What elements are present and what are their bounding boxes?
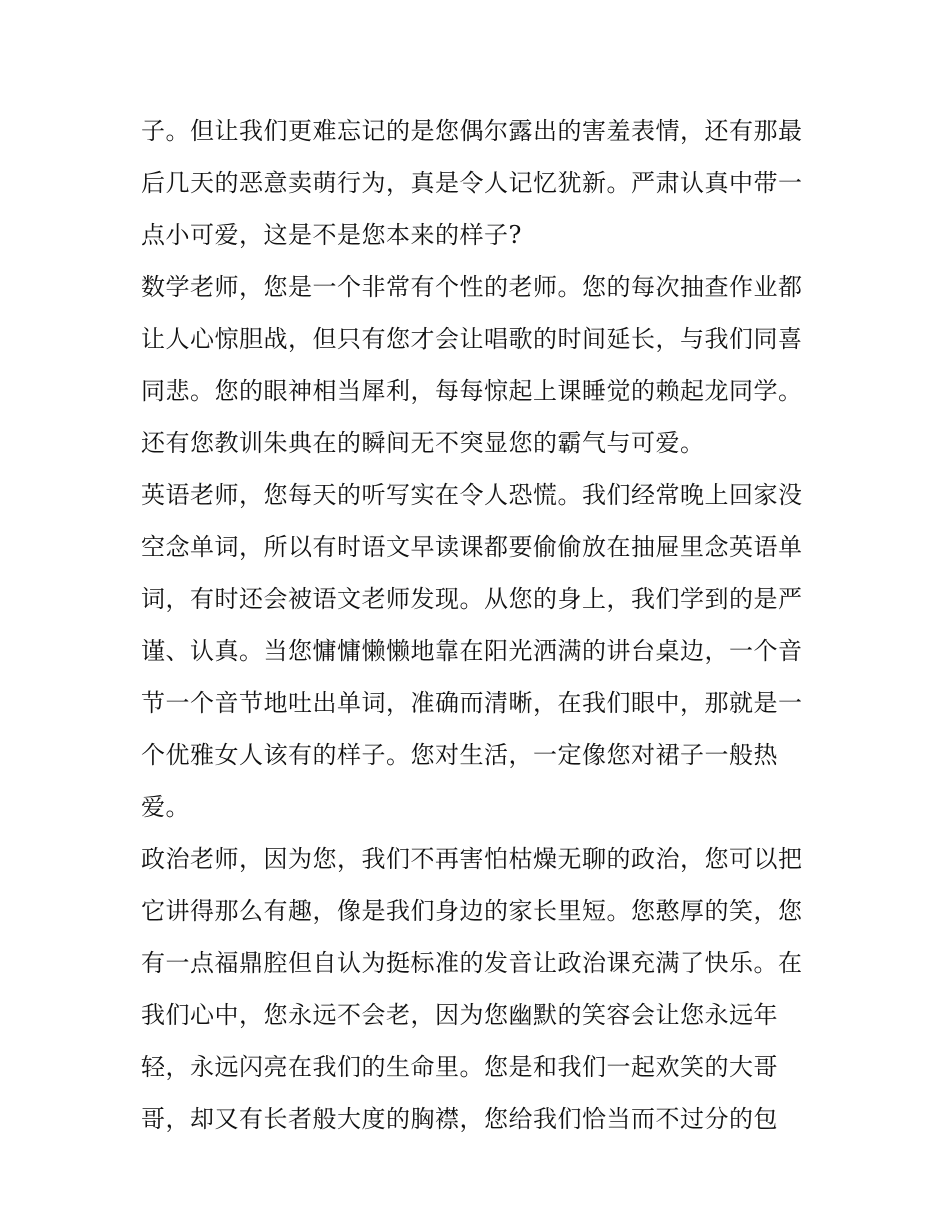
text-line: 有一点福鼎腔但自认为挺标准的发音让政治课充满了快乐。在 xyxy=(141,949,803,977)
text-line: 我们心中，您永远不会老，因为您幽默的笑容会让您永远年 xyxy=(141,1001,778,1029)
text-line: 数学老师，您是一个非常有个性的老师。您的每次抽查作业都 xyxy=(141,273,803,301)
text-line: 爱。 xyxy=(141,793,190,821)
text-line: 让人心惊胆战，但只有您才会让唱歌的时间延长，与我们同喜 xyxy=(141,325,803,353)
text-line: 点小可爱，这是不是您本来的样子? xyxy=(141,221,522,249)
text-line: 哥，却又有长者般大度的胸襟，您给我们恰当而不过分的包 xyxy=(141,1105,778,1133)
text-line: 还有您教训朱典在的瞬间无不突显您的霸气与可爱。 xyxy=(141,429,705,457)
text-line: 词，有时还会被语文老师发现。从您的身上，我们学到的是严 xyxy=(141,585,803,613)
text-line: 它讲得那么有趣，像是我们身边的家长里短。您憨厚的笑，您 xyxy=(141,897,803,925)
text-line: 英语老师，您每天的听写实在令人恐慌。我们经常晚上回家没 xyxy=(141,481,803,509)
text-line: 政治老师，因为您，我们不再害怕枯燥无聊的政治，您可以把 xyxy=(141,845,803,873)
text-line: 轻，永远闪亮在我们的生命里。您是和我们一起欢笑的大哥 xyxy=(141,1053,778,1081)
text-line: 谨、认真。当您慵慵懒懒地靠在阳光洒满的讲台桌边，一个音 xyxy=(141,637,803,665)
text-line: 同悲。您的眼神相当犀利，每每惊起上课睡觉的赖起龙同学。 xyxy=(141,377,803,405)
text-line: 空念单词，所以有时语文早读课都要偷偷放在抽屉里念英语单 xyxy=(141,533,803,561)
text-line: 子。但让我们更难忘记的是您偶尔露出的害羞表情，还有那最 xyxy=(141,117,803,145)
text-line: 节一个音节地吐出单词，准确而清晰，在我们眼中，那就是一 xyxy=(141,689,803,717)
body-text xyxy=(141,105,821,1145)
text-line: 个优雅女人该有的样子。您对生活，一定像您对裙子一般热 xyxy=(141,741,778,769)
text-line: 后几天的恶意卖萌行为，真是令人记忆犹新。严肃认真中带一 xyxy=(141,169,803,197)
